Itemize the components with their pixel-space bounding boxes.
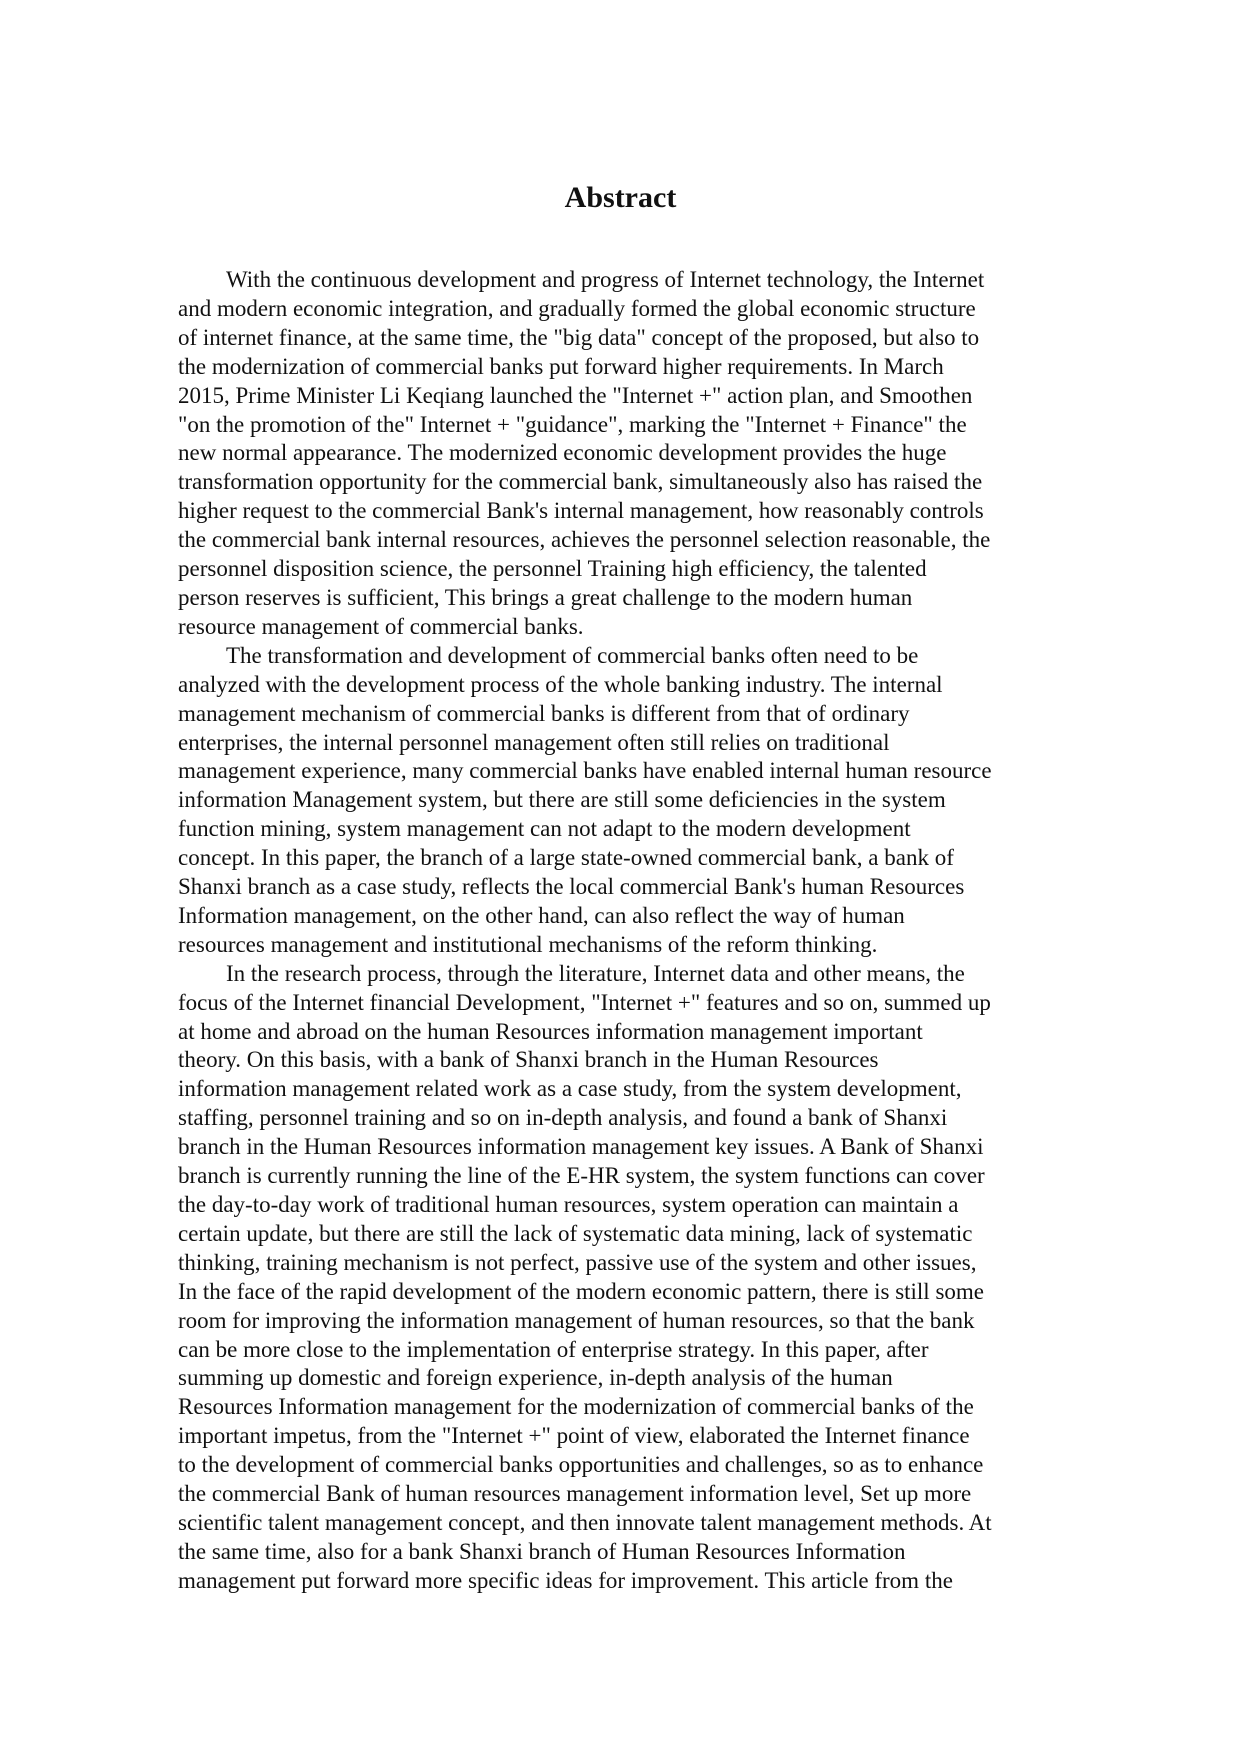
text-line: the same time, also for a bank Shanxi branch of Human Resources Information xyxy=(178,1538,906,1564)
text-line: Information management, on the other hand, can also reflect the way of human xyxy=(178,902,905,928)
text-line: management mechanism of commercial banks is different from that of ordinary xyxy=(178,700,910,726)
text-line: the day-to-day work of traditional human resources, system operation can maintain a xyxy=(178,1192,959,1217)
text-line: branch is currently running the line of the E-HR system, the system functions can cover xyxy=(178,1163,985,1189)
text-line: and modern economic integration, and gradually formed the global economic structure xyxy=(178,295,976,321)
text-line: at home and abroad on the human Resources information management important xyxy=(178,1018,923,1044)
text-line: the commercial bank internal resources, achieves the personnel selection reasonable, the xyxy=(178,527,991,553)
text-line: function mining, system management can not adapt to the modern development xyxy=(178,816,911,842)
abstract-paragraph xyxy=(178,266,1068,642)
text-line: In the face of the rapid development of the modern economic pattern, there is still some xyxy=(178,1278,984,1304)
text-line: scientific talent management concept, and then innovate talent management methods. At xyxy=(178,1509,992,1535)
text-line: the commercial Bank of human resources management information level, Set up more xyxy=(178,1481,972,1507)
text-line: theory. On this basis, with a bank of Shanxi branch in the Human Resources xyxy=(178,1047,879,1073)
text-line: analyzed with the development process of the whole banking industry. The internal xyxy=(178,671,943,697)
page-title: Abstract xyxy=(564,181,677,214)
text-line: higher request to the commercial Bank's internal management, how reasonably controls xyxy=(178,498,984,524)
text-line: summing up domestic and foreign experience, in-depth analysis of the human xyxy=(178,1365,893,1391)
text-line: room for improving the information management of human resources, so that the bank xyxy=(178,1307,975,1333)
text-line: resource management of commercial banks. xyxy=(178,613,584,639)
text-line: person reserves is sufficient, This brings a great challenge to the modern human xyxy=(178,584,913,610)
text-line: In the research process, through the literature, Internet data and other means, the xyxy=(226,960,965,986)
text-line: of internet finance, at the same time, the "big data" concept of the proposed, but also to xyxy=(178,324,980,350)
text-line: Shanxi branch as a case study, reflects the local commercial Bank's human Resources xyxy=(178,874,965,900)
text-line: information Management system, but there are still some deficiencies in the system xyxy=(178,787,946,813)
abstract-paragraph xyxy=(178,960,1068,1596)
text-line: information management related work as a case study, from the system development, xyxy=(178,1076,962,1102)
text-line: thinking, training mechanism is not perfect, passive use of the system and other issues, xyxy=(178,1249,977,1275)
text-line: new normal appearance. The modernized economic development provides the huge xyxy=(178,440,947,466)
text-line: The transformation and development of commercial banks often need to be xyxy=(226,642,919,668)
text-line: staffing, personnel training and so on in-depth analysis, and found a bank of Shanxi xyxy=(178,1105,948,1131)
text-line: to the development of commercial banks opportunities and challenges, so as to enhance xyxy=(178,1452,984,1478)
text-line: branch in the Human Resources information management key issues. A Bank of Shanxi xyxy=(178,1134,984,1160)
text-line: management put forward more specific ideas for improvement. This article from the xyxy=(178,1567,953,1593)
text-line: can be more close to the implementation of enterprise strategy. In this paper, after xyxy=(178,1336,929,1362)
abstract-body xyxy=(178,266,1068,1596)
text-line: transformation opportunity for the commercial bank, simultaneously also has raised the xyxy=(178,469,983,495)
text-line: important impetus, from the "Internet +" point of view, elaborated the Internet finance xyxy=(178,1423,970,1449)
text-line: 2015, Prime Minister Li Keqiang launched the "Internet +" action plan, and Smoothen xyxy=(178,382,973,408)
text-line: concept. In this paper, the branch of a large state-owned commercial bank, a bank of xyxy=(178,845,954,871)
text-line: Resources Information management for the modernization of commercial banks of the xyxy=(178,1394,974,1420)
text-line: enterprises, the internal personnel management often still relies on traditional xyxy=(178,729,890,755)
text-line: resources management and institutional mechanisms of the reform thinking. xyxy=(178,931,878,957)
abstract-paragraph xyxy=(178,642,1068,960)
text-line: management experience, many commercial banks have enabled internal human resource xyxy=(178,758,992,784)
text-line: "on the promotion of the" Internet + "guidance", marking the "Internet + Finance" the xyxy=(178,411,967,437)
text-line: the modernization of commercial banks put forward higher requirements. In March xyxy=(178,353,944,379)
text-line: focus of the Internet financial Development, "Internet +" features and so on, summed up xyxy=(178,989,991,1015)
text-line: certain update, but there are still the lack of systematic data mining, lack of systematic xyxy=(178,1220,973,1246)
text-line: With the continuous development and progress of Internet technology, the Internet xyxy=(226,267,985,292)
text-line: personnel disposition science, the personnel Training high efficiency, the talented xyxy=(178,556,927,582)
